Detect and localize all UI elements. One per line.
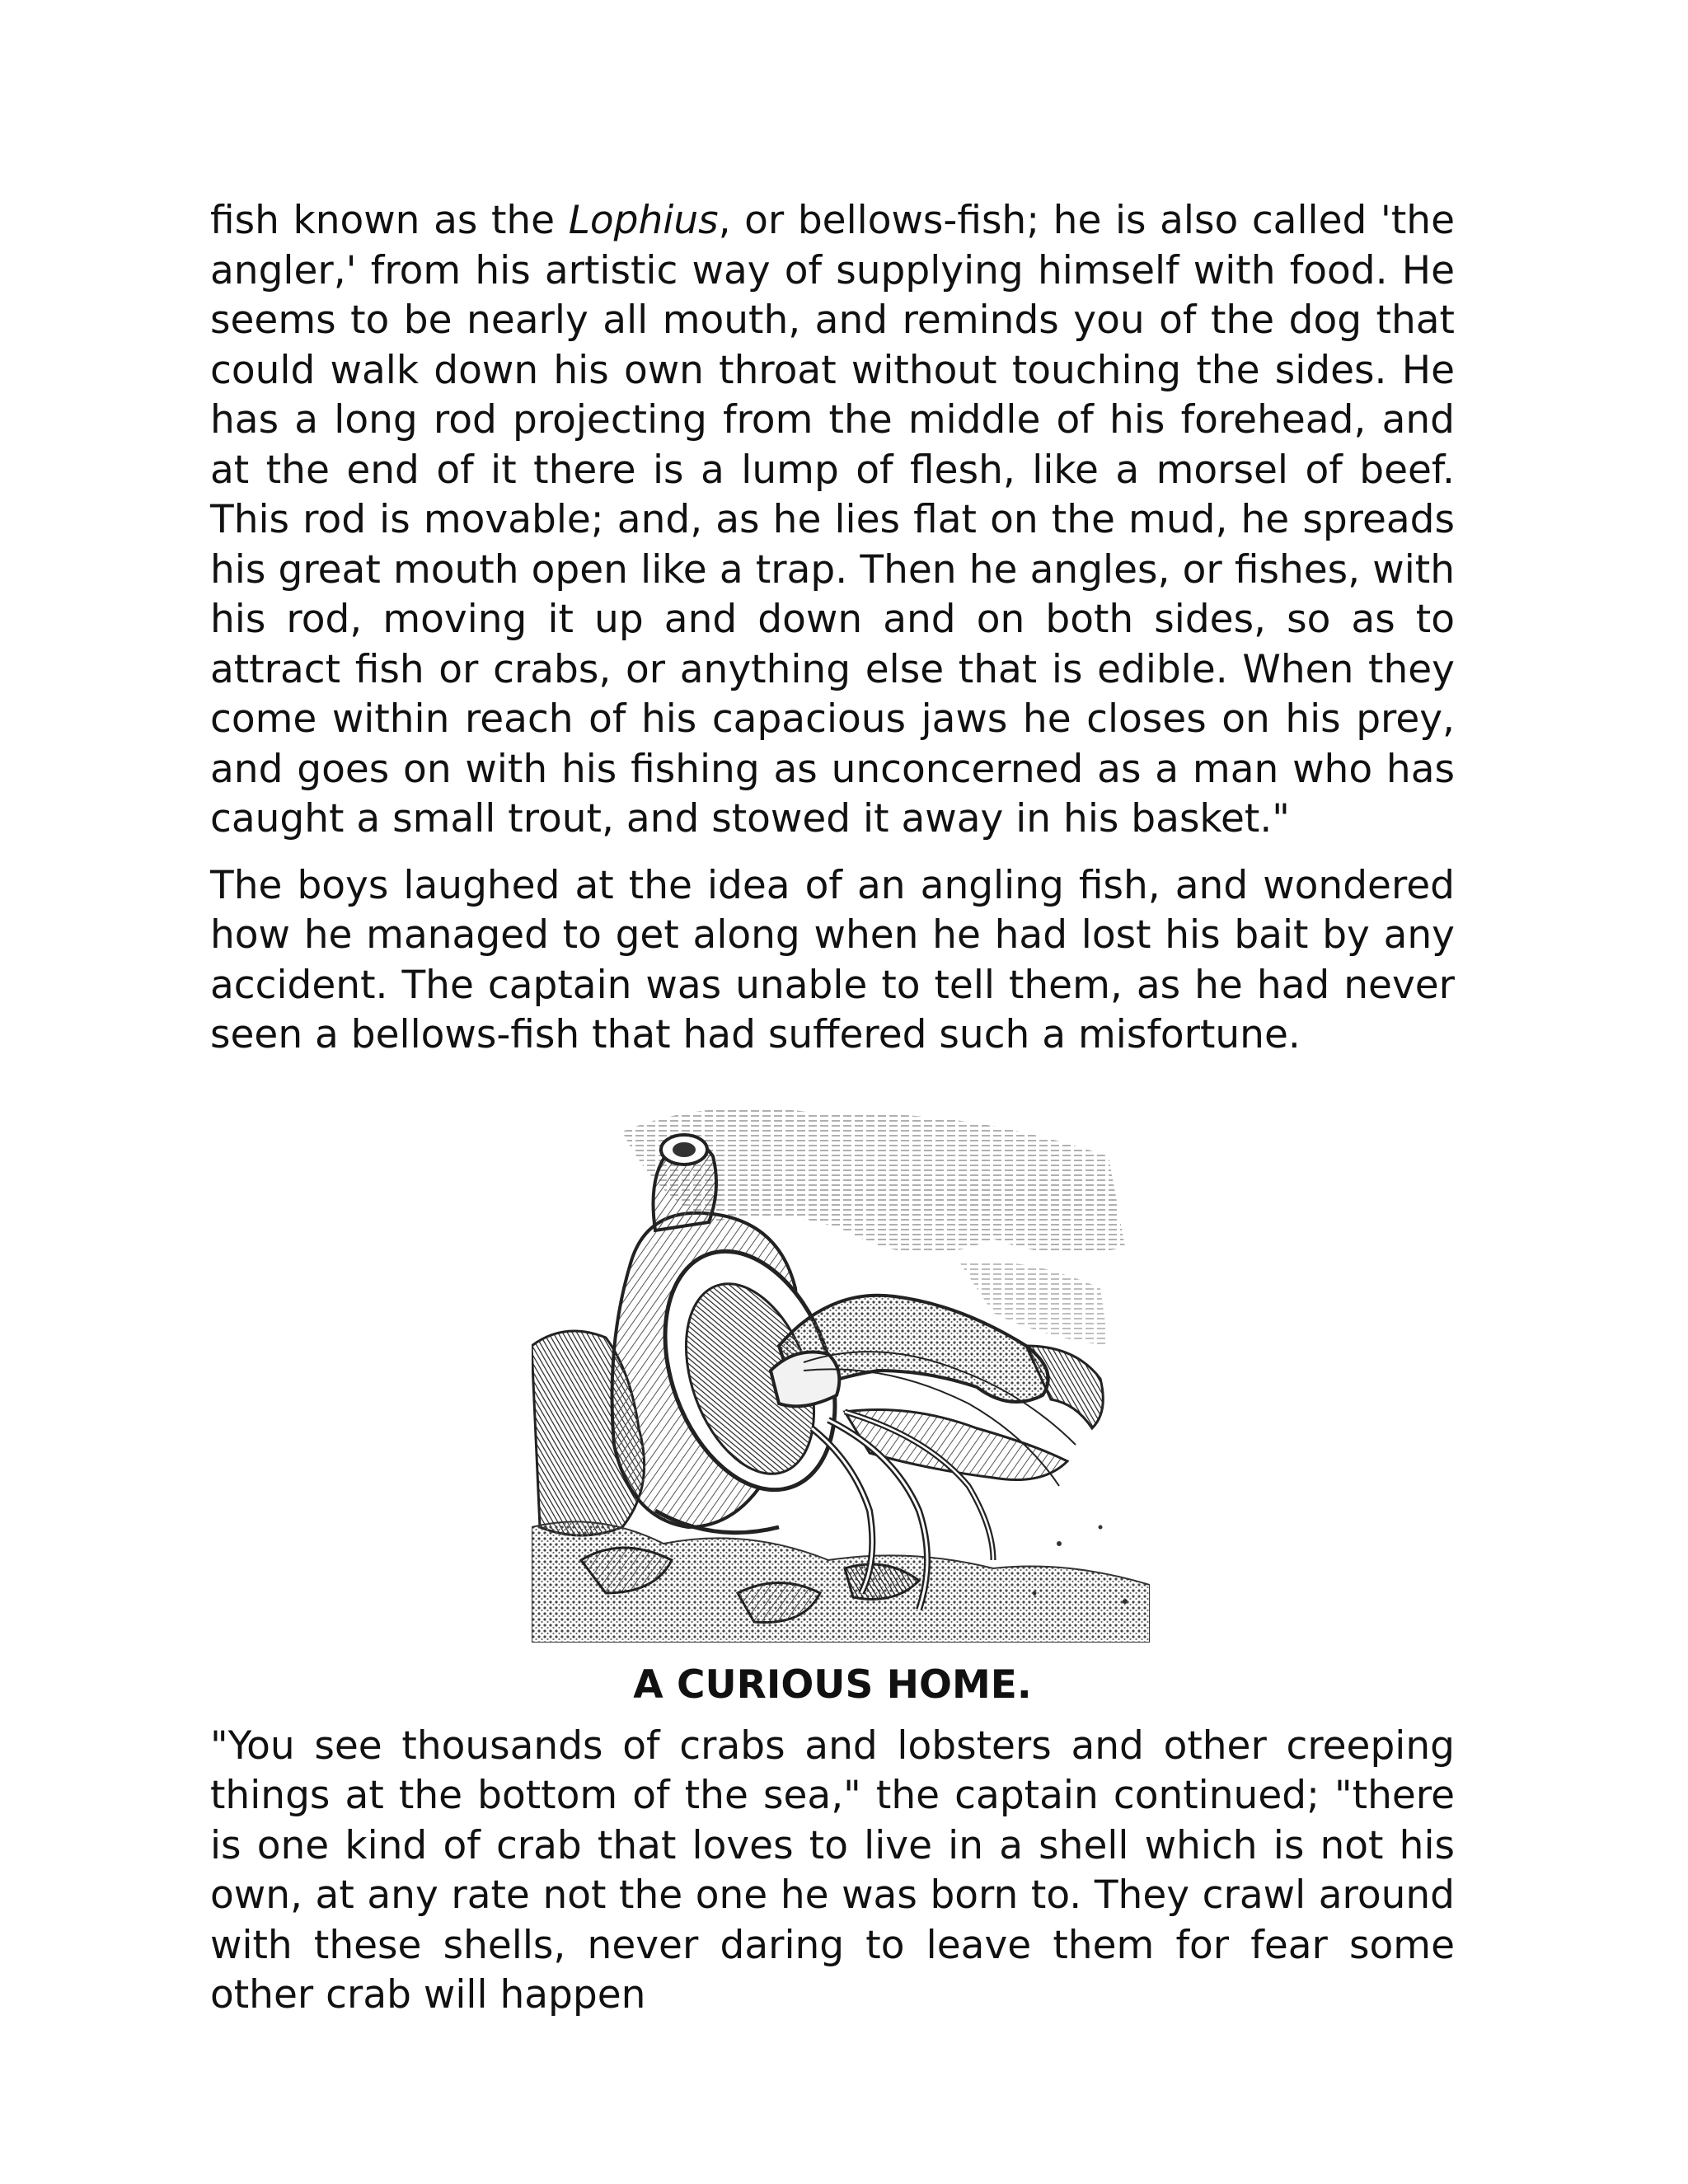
paragraph-lophius-start: fish known as the (210, 198, 569, 243)
lophius-italic: Lophius (568, 198, 719, 243)
book-page (210, 196, 1455, 2021)
paragraph-crabs: "You see thousands of crabs and lobsters and other creeping things at the bottom of the sea," the captain continued; "there is one kind of crab that loves to live in a shell which is not his own, at any rate not the one he was born to. They crawl around with these shells, never daring to leave them for fear some other crab will happen (210, 1722, 1455, 2018)
figure-caption: A CURIOUS HOME. (633, 1661, 1032, 1708)
paragraph-lophius-rest: , or bellows-fish; he is also called 'the angler,' from his artistic way of supplying himself with food. He seems to be nearly all mouth, and reminds you of the dog that could walk down his own throat without touching the sides. He has a long rod projecting from the middle of his forehead, and at the end of it there is a lump of flesh, like a morsel of beef. This rod is movable; and, as he lies flat on the mud, he spreads his great mouth open like a trap. Then he angles, or fishes, with his rod, moving it up and down and on both sides, so as to attract fish or crabs, or anything else that is edible. When they come within reach of his capacious jaws he closes on his prey, and goes on with his fishing as unconcerned as a man who has caught a small trout, and stowed it away in his basket." (210, 198, 1455, 841)
paragraph-boys-laughed: The boys laughed at the idea of an angling fish, and wondered how he managed to get along when he had lost his bait by any accident. The captain was unable to tell them, as he had never seen a bellows-fish that had suffered such a misfortune. (210, 862, 1455, 1057)
hermit-crab-illustration (532, 1099, 1150, 1643)
hermit-crab-engraving-icon (532, 1099, 1150, 1643)
paragraph-lophius (210, 196, 1455, 845)
